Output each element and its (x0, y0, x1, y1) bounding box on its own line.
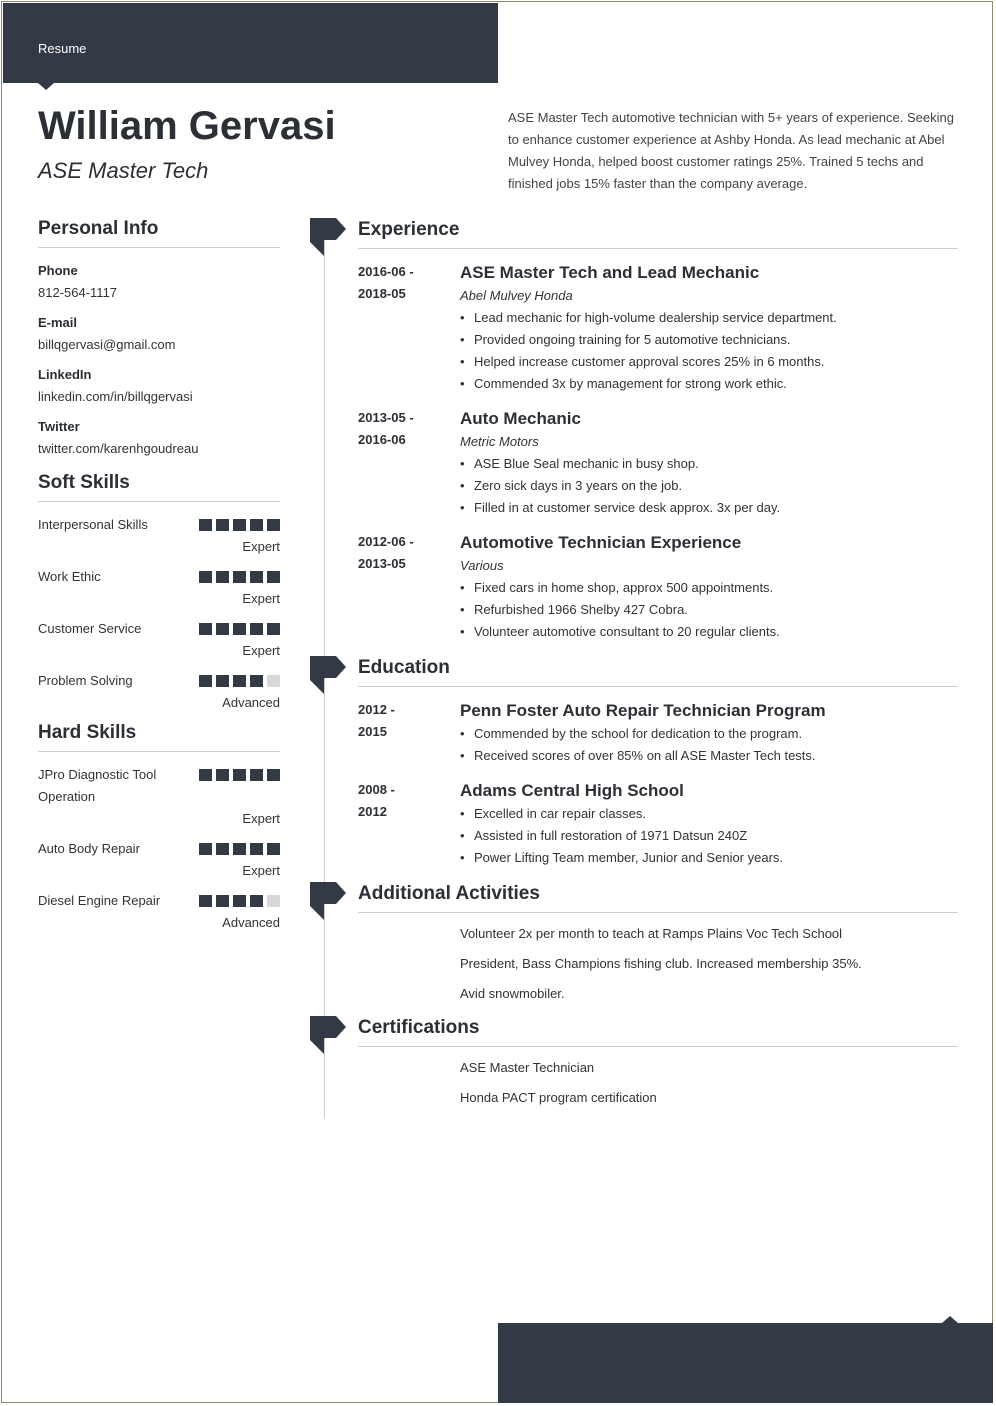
bullet-list (460, 307, 958, 395)
certification-item: Honda PACT program certification (460, 1090, 657, 1105)
bullet-item: • Power Lifting Team member, Junior and Senior years. (460, 847, 958, 869)
activities-heading: Additional Activities (358, 883, 958, 913)
twitter-value[interactable]: twitter.com/karenhgoudreau (38, 441, 199, 456)
rating-dot-filled (233, 571, 246, 583)
entry-date (358, 407, 448, 451)
email-value[interactable]: billqgervasi@gmail.com (38, 337, 176, 352)
footer-notch (942, 1316, 958, 1323)
date-start: 2013-05 - (358, 410, 414, 425)
section-marker-icon (310, 218, 346, 256)
rating-dot-filled (216, 843, 229, 855)
rating-dot-filled (233, 519, 246, 531)
rating-dot-filled (267, 843, 280, 855)
rating-dot-filled (199, 623, 212, 635)
skill-item (38, 764, 280, 830)
activity-item: President, Bass Champions fishing club. Increased membership 35%. (460, 956, 862, 971)
rating-dot-filled (199, 843, 212, 855)
entry-body (460, 531, 958, 643)
timeline-entry (358, 261, 958, 395)
skill-item (38, 618, 280, 662)
skill-row (38, 838, 280, 860)
rating-dot-filled (199, 519, 212, 531)
rating-dot-filled (216, 769, 229, 781)
bullet-list (460, 803, 958, 869)
info-item (38, 312, 280, 356)
entry-title: Auto Mechanic (460, 409, 581, 428)
skill-rating (199, 843, 280, 855)
entry-title: Penn Foster Auto Repair Technician Program (460, 701, 826, 720)
personal-info-heading: Personal Info (38, 218, 280, 248)
rating-dot-filled (250, 843, 263, 855)
rating-dot-filled (250, 895, 263, 907)
bullet-list (460, 723, 958, 767)
date-end: 2018-05 (358, 286, 406, 301)
skill-row (38, 514, 280, 536)
skill-name: JPro Diagnostic Tool Operation (38, 767, 157, 804)
phone-value: 812-564-1117 (38, 285, 118, 300)
experience-entries (358, 261, 958, 643)
entry-body (460, 779, 958, 869)
date-start: 2012 - (358, 702, 395, 717)
bullet-item: • Zero sick days in 3 years on the job. (460, 475, 958, 497)
rating-dot-filled (199, 571, 212, 583)
skill-name: Auto Body Repair (38, 841, 140, 856)
bullet-item: • Assisted in full restoration of 1971 Datsun 240Z (460, 825, 958, 847)
activities-list (358, 923, 958, 1005)
activity-item: Volunteer 2x per month to teach at Ramps Plains Voc Tech School (460, 926, 843, 941)
left-column (38, 218, 280, 942)
skill-level: Expert (242, 863, 280, 878)
rating-dot-filled (250, 675, 263, 687)
info-label: LinkedIn (38, 367, 92, 382)
skill-rating (199, 769, 280, 781)
rating-dot-filled (216, 623, 229, 635)
rating-dot-filled (216, 675, 229, 687)
entry-title: Adams Central High School (460, 781, 684, 800)
entry-title: ASE Master Tech and Lead Mechanic (460, 263, 760, 282)
hard-skills-heading: Hard Skills (38, 722, 280, 752)
skill-row (38, 890, 280, 912)
soft-skills-heading: Soft Skills (38, 472, 280, 502)
skill-level: Expert (242, 539, 280, 554)
rating-dot-filled (233, 675, 246, 687)
skill-name: Interpersonal Skills (38, 517, 148, 532)
rating-dot-filled (199, 769, 212, 781)
rating-dot-filled (267, 623, 280, 635)
hard-skills-list (38, 764, 280, 934)
skill-name: Work Ethic (38, 569, 101, 584)
date-end: 2016-06 (358, 432, 406, 447)
timeline-entry (358, 407, 958, 519)
bullet-item: • Commended 3x by management for strong work ethic. (460, 373, 958, 395)
entry-body (460, 407, 958, 519)
activities-section (358, 883, 958, 1013)
info-label: Twitter (38, 419, 80, 434)
personal-info-list (38, 260, 280, 460)
bullet-item: • Refurbished 1966 Shelby 427 Cobra. (460, 599, 958, 621)
bullet-item: • Lead mechanic for high-volume dealership service department. (460, 307, 958, 329)
skill-rating (199, 895, 280, 907)
skill-level: Advanced (222, 695, 280, 710)
skill-item (38, 566, 280, 610)
skill-level: Advanced (222, 915, 280, 930)
entry-date (358, 779, 448, 823)
entry-body (460, 261, 958, 395)
skill-level: Expert (242, 811, 280, 826)
certification-item: ASE Master Technician (460, 1060, 595, 1075)
info-item (38, 364, 280, 408)
banner-notch (38, 83, 54, 90)
skill-item (38, 890, 280, 934)
header-banner (3, 3, 498, 83)
rating-dot-filled (250, 519, 263, 531)
footer-banner (498, 1323, 993, 1403)
education-entries (358, 699, 958, 869)
date-start: 2016-06 - (358, 264, 414, 279)
bullet-item: • Commended by the school for dedication to the program. (460, 723, 958, 745)
skill-row (38, 764, 280, 808)
info-label: Phone (38, 263, 78, 278)
rating-dot-filled (233, 895, 246, 907)
info-item (38, 416, 280, 460)
bullet-item: • Received scores of over 85% on all ASE Master Tech tests. (460, 745, 958, 767)
date-start: 2008 - (358, 782, 395, 797)
skill-item (38, 838, 280, 882)
rating-dot-filled (216, 895, 229, 907)
education-section (358, 657, 958, 881)
skill-name: Diesel Engine Repair (38, 893, 161, 908)
rating-dot-empty (267, 675, 280, 687)
section-marker-icon (310, 1016, 346, 1054)
rating-dot-empty (267, 895, 280, 907)
timeline-entry (358, 531, 958, 643)
bullet-item: • Filled in at customer service desk approx. 3x per day. (460, 497, 958, 519)
section-marker-icon (310, 882, 346, 920)
rating-dot-filled (250, 623, 263, 635)
bullet-item: • ASE Blue Seal mechanic in busy shop. (460, 453, 958, 475)
rating-dot-filled (233, 769, 246, 781)
skill-rating (199, 675, 280, 687)
experience-section (358, 219, 958, 655)
soft-skills-list (38, 514, 280, 714)
rating-dot-filled (250, 769, 263, 781)
bullet-item: • Provided ongoing training for 5 automotive technicians. (460, 329, 958, 351)
bullet-item: • Excelled in car repair classes. (460, 803, 958, 825)
skill-name: Problem Solving (38, 673, 133, 688)
entry-date (358, 531, 448, 575)
skill-level: Expert (242, 591, 280, 606)
info-label: E-mail (38, 315, 78, 330)
banner-label: Resume (38, 41, 87, 56)
rating-dot-filled (233, 623, 246, 635)
candidate-name: William Gervasi (38, 104, 336, 148)
bullet-item: • Helped increase customer approval scores 25% in 6 months. (460, 351, 958, 373)
bullet-list (460, 453, 958, 519)
profile-summary: ASE Master Tech automotive technician with 5+ years of experience. Seeking to enhance customer experience at Ashby Honda. As lead mechanic at Abel Mulvey Honda, helped boost customer ratings 25%. Trained 5 techs and finished jobs 15% faster than the company average. (508, 110, 954, 191)
rating-dot-filled (267, 519, 280, 531)
bullet-list (460, 577, 958, 643)
rating-dot-filled (267, 571, 280, 583)
bullet-item: • Volunteer automotive consultant to 20 regular clients. (460, 621, 958, 643)
education-heading: Education (358, 657, 958, 687)
date-end: 2015 (358, 724, 387, 739)
rating-dot-filled (250, 571, 263, 583)
info-item (38, 260, 280, 304)
entry-organization: Various (460, 558, 504, 573)
skill-row (38, 618, 280, 640)
entry-organization: Abel Mulvey Honda (460, 288, 573, 303)
date-end: 2013-05 (358, 556, 406, 571)
entry-title: Automotive Technician Experience (460, 533, 742, 552)
bullet-item: • Fixed cars in home shop, approx 500 appointments. (460, 577, 958, 599)
timeline-entry (358, 779, 958, 869)
skill-item (38, 670, 280, 714)
skill-rating (199, 519, 280, 531)
certifications-section (358, 1017, 958, 1117)
entry-date (358, 261, 448, 305)
section-marker-icon (310, 656, 346, 694)
candidate-title: ASE Master Tech (38, 158, 209, 183)
linkedin-value[interactable]: linkedin.com/in/billqgervasi (38, 389, 193, 404)
skill-rating (199, 571, 280, 583)
date-end: 2012 (358, 804, 387, 819)
experience-heading: Experience (358, 219, 958, 249)
skill-rating (199, 623, 280, 635)
rating-dot-filled (216, 519, 229, 531)
skill-level: Expert (242, 643, 280, 658)
skill-row (38, 670, 280, 692)
skill-name: Customer Service (38, 621, 142, 636)
certifications-heading: Certifications (358, 1017, 958, 1047)
rating-dot-filled (199, 675, 212, 687)
rating-dot-filled (216, 571, 229, 583)
entry-body (460, 699, 958, 767)
skill-item (38, 514, 280, 558)
entry-date (358, 699, 448, 743)
date-start: 2012-06 - (358, 534, 414, 549)
rating-dot-filled (267, 769, 280, 781)
certifications-list (358, 1057, 958, 1109)
activity-item: Avid snowmobiler. (460, 986, 565, 1001)
rating-dot-filled (199, 895, 212, 907)
rating-dot-filled (233, 843, 246, 855)
timeline-entry (358, 699, 958, 767)
entry-organization: Metric Motors (460, 434, 539, 449)
skill-row (38, 566, 280, 588)
